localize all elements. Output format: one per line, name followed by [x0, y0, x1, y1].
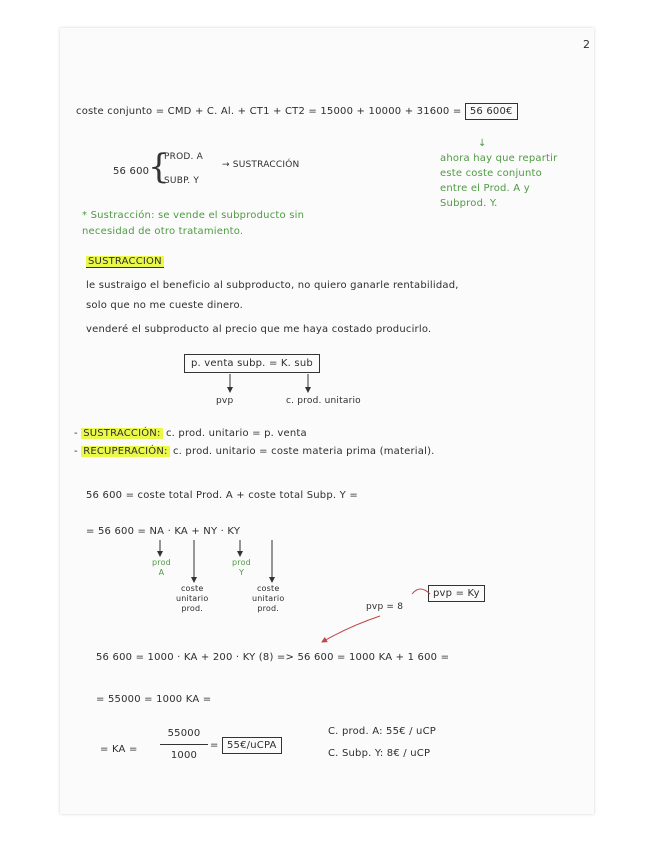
definition-line: * Sustracción: se vende el subproducto sin — [82, 210, 305, 221]
explanation-line: solo que no me cueste dinero. — [86, 300, 244, 311]
sustraccion-formula: c. prod. unitario = p. venta — [165, 428, 307, 439]
equation-1: 56 600 = coste total Prod. A + coste total Subp. Y = — [86, 490, 358, 501]
final-numerator: 55000 — [167, 728, 201, 739]
reparto-note-line: ahora hay que repartir — [440, 153, 558, 164]
recuperacion-formula: c. prod. unitario = coste materia prima (material). — [172, 446, 435, 457]
annotation-prod-a: prod A — [152, 558, 171, 577]
final-result-value: 55€/uCPA — [222, 737, 282, 754]
final-prefix: = KA = — [100, 744, 138, 755]
explanation-line: venderé el subproducto al precio que me haya costado producirlo. — [86, 324, 432, 335]
annotation-coste-ka: coste unitario prod. — [176, 584, 209, 613]
summary-subp-y: C. Subp. Y: 8€ / uCP — [328, 748, 431, 759]
equation-4: = 55000 = 1000 KA = — [96, 694, 212, 705]
final-result: = 55€/uCPA — [210, 740, 282, 751]
final-denominator: 1000 — [170, 750, 198, 761]
formula-right-label: c. prod. unitario — [286, 396, 361, 406]
explanation-line: le sustraigo el beneficio al subproducto, no quiero ganarle rentabilidad, — [86, 280, 459, 291]
formula-box-text: p. venta subp. = K. sub — [184, 354, 320, 373]
pvp-box-text: pvp = Ky — [428, 585, 485, 602]
sustraccion-heading-text: SUSTRACCION — [88, 256, 162, 267]
summary-prod-a: C. prod. A: 55€ / uCP — [328, 726, 436, 737]
equation-3: 56 600 = 1000 · KA + 200 · KY (8) => 56 600 = 1000 KA + 1 600 = — [96, 652, 450, 663]
split-total: 56 600 — [113, 166, 150, 177]
coste-conjunto-result: 56 600€ — [465, 103, 518, 120]
definition-line: necesidad de otro tratamiento. — [82, 226, 244, 237]
annotation-prod-y: prod Y — [232, 558, 251, 577]
red-arrow-icon — [412, 589, 430, 594]
page-number: 2 — [583, 38, 591, 51]
split-method: → SUSTRACCIÓN — [222, 160, 300, 170]
reparto-note-line: entre el Prod. A y — [440, 183, 530, 194]
arrow-down-icon: ↓ — [478, 138, 487, 149]
reparto-note-line: este coste conjunto — [440, 168, 542, 179]
split-prod-a: PROD. A — [164, 152, 203, 162]
pvp-value: pvp = 8 — [366, 602, 404, 612]
coste-conjunto-text: coste conjunto = CMD + C. Al. + CT1 + CT2 = 15000 + 10000 + 31600 = — [76, 106, 462, 117]
method-recuperacion: - RECUPERACIÓN: c. prod. unitario = coste materia prima (material). — [74, 446, 435, 457]
recuperacion-label: RECUPERACIÓN: — [83, 446, 168, 457]
annotation-arrows — [60, 28, 594, 814]
brace-icon: { — [148, 147, 170, 187]
formula-left-label: pvp — [216, 396, 234, 406]
sustraccion-label: SUSTRACCIÓN: — [83, 428, 161, 439]
red-arrow-icon — [322, 616, 380, 642]
method-sustraccion: - SUSTRACCIÓN: c. prod. unitario = p. venta — [74, 428, 307, 439]
notebook-page — [60, 28, 594, 814]
split-subp-y: SUBP. Y — [164, 176, 200, 186]
annotation-coste-ky: coste unitario prod. — [252, 584, 285, 613]
reparto-note-line: Subprod. Y. — [440, 198, 498, 209]
equation-2: = 56 600 = NA · KA + NY · KY — [86, 526, 241, 537]
